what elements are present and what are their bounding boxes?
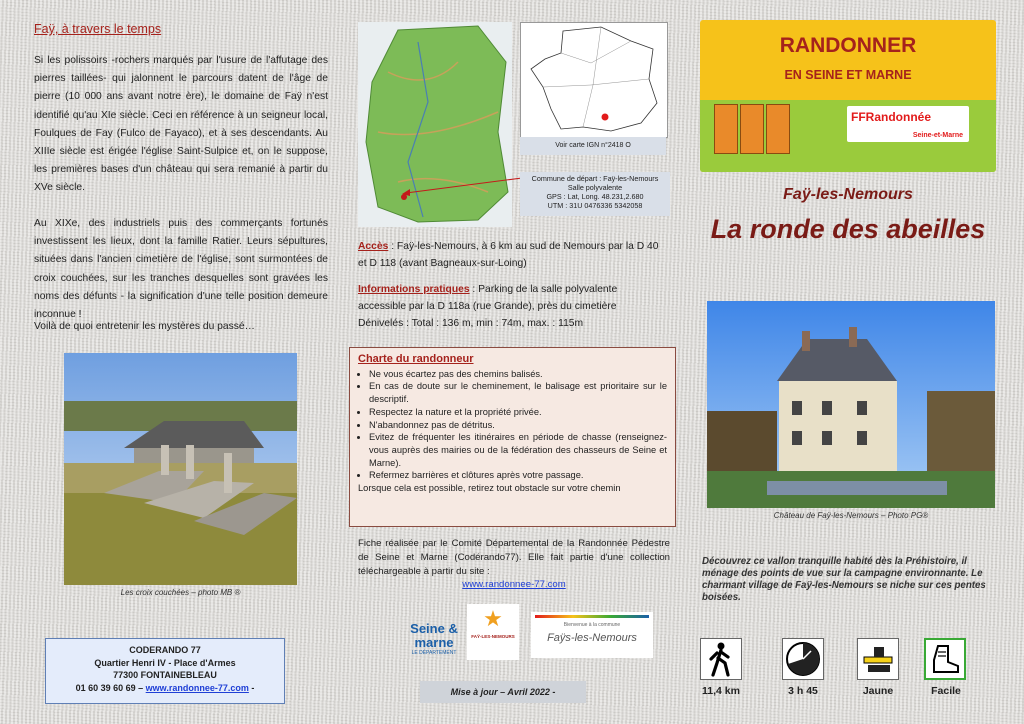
history-paragraph-1: Si les polissoirs -rochers marqués par l'usure de l'affutage des pierres taillées- qui jalonnent le parcours datent de l'âge de pierre (10 000 ans avant notre ère), le domaine de Faÿ n'est identifié qu'au XIe siècle. Ceci en référence à un seigneur local, Foulques de Fay (Fulco de Fayaco), et à ses descendants. Au XIIIe siècle est érigée l'église Saint-Sulpice et, on le suppose, les premières bases d'un château qui sera remanié à partir du XVe siècle. [34, 55, 328, 194]
elevation-text: Dénivelés : Total : 136 m, min : 74m, max. : 115m [358, 318, 584, 329]
coderando-suffix: - [251, 682, 255, 693]
coderando-name: CODERANDO 77 [129, 645, 201, 655]
hike-title: La ronde des abeilles [710, 214, 986, 244]
start-utm: UTM : 31U 0476336 5342058 [547, 201, 643, 210]
map-pointer-arrow [400, 175, 525, 197]
seine-logo-sub: LE DÉPARTEMENT [411, 650, 457, 656]
charter-item: • Respectez la nature et la propriété privée. [369, 406, 667, 419]
commune-logo-bar [535, 615, 649, 618]
coderando-contact-box [45, 638, 285, 704]
marking-value: Jaune [862, 685, 894, 697]
banner-green-band [700, 100, 996, 172]
hiker-charter-box [349, 347, 676, 527]
seine-logo-text: Seine & marne [410, 621, 458, 650]
charter-item: • Ne vous écartez pas des chemins balisés. [369, 368, 667, 381]
clock-icon [782, 638, 824, 680]
banner-title: RANDONNER [779, 34, 917, 57]
ign-map-reference: Voir carte IGN n°2418 O [520, 137, 666, 155]
credits-text [358, 537, 670, 592]
difficulty-value: Facile [931, 685, 961, 697]
coderando-contact-line [46, 682, 284, 695]
charter-item: • Refermez barrières et clôtures après votre passage. [369, 469, 667, 482]
access-label: Accès [358, 241, 389, 252]
marker-icon [857, 638, 899, 680]
ffrandonnee-logo [847, 106, 969, 142]
hike-description: Découvrez ce vallon tranquille habité dès la Préhistoire, il ménage des points de vue sur la campagne environnante. Le charmant village de Faÿ-les-Nemours se niche sur ces pentes boisées. [702, 556, 986, 603]
charter-item: • En cas de doute sur le cheminement, le balisage est prioritaire sur le descriptif. [369, 380, 667, 405]
place-name: Faÿ-les-Nemours [783, 186, 913, 203]
guide-booklet-1 [714, 104, 738, 154]
cemetery-caption: Les croix couchées – photo MB ® [120, 588, 241, 597]
history-heading: Faÿ, à travers le temps [34, 22, 162, 36]
commune-logo [531, 612, 653, 658]
commune-logo-text: Faÿs-les-Nemours [547, 632, 637, 644]
france-map [520, 22, 668, 138]
start-info-box [520, 172, 670, 216]
charter-title: Charte du randonneur [358, 353, 474, 365]
start-hall: Salle polyvalente [567, 183, 623, 192]
access-section [358, 238, 668, 332]
guide-booklet-3 [766, 104, 790, 154]
charter-item: • Evitez de fréquenter les itinéraires en période de chasse (renseignez-vous auprès des mairies ou de la fédération des chasseurs de Seine et Marne). [369, 431, 667, 469]
update-date: Mise à jour – Avril 2022 - [420, 681, 586, 703]
charter-item: • N'abandonnez pas de détritus. [369, 419, 667, 432]
history-paragraph-2: Au XIXe, des industriels puis des commerçants fortunés investissent les lieux, dont la famille Ratier. Leurs sépultures, situées dans l'ancien cimetière de l'église, sont surmontées de croix couchées, sur les tranches desquelles sont gravées les noms des défunts - la signification d'une telle position demeure inconnue ! [34, 218, 328, 321]
charter-list [358, 368, 667, 482]
ffr-logo-tagline: Seine-et-Marne [912, 132, 963, 139]
distance-value: 11,4 km [702, 685, 740, 697]
village-logo [467, 604, 519, 660]
history-paragraph-3: Voilà de quoi entretenir les mystères du passé… [34, 321, 255, 332]
cemetery-photo [64, 353, 297, 585]
ffr-logo-text: FFRandonnée [851, 110, 931, 124]
banner-subtitle: EN SEINE ET MARNE [784, 68, 912, 82]
credits-body: Fiche réalisée par le Comité Départemental de la Randonnée Pédestre de Seine et Marne (Codérando77). Elle fait partie d'une collection téléchargeable à partir du site : [358, 538, 670, 577]
start-gps: GPS : Lat, Long. 48.231,2.680 [546, 192, 644, 201]
duration-value: 3 h 45 [788, 685, 818, 697]
guide-booklet-2 [740, 104, 764, 154]
seine-et-marne-logo [404, 622, 464, 662]
hiker-icon [700, 638, 742, 680]
start-commune: Commune de départ : Faÿ-les-Nemours [531, 174, 659, 183]
boot-icon [924, 638, 966, 680]
star-icon: ★ [483, 606, 503, 631]
credits-website-link[interactable]: www.randonnee-77.com [462, 579, 566, 591]
coderando-website-link[interactable]: www.randonnee-77.com [145, 682, 249, 693]
practical-info-label: Informations pratiques [358, 284, 470, 295]
coderando-address-1: Quartier Henri IV - Place d'Armes [94, 657, 236, 668]
access-text: : Faÿ-les-Nemours, à 6 km au sud de Nemours par la D 40 et D 118 (avant Bagneaux-sur-Loing) [358, 241, 659, 269]
village-logo-text: FAŸ-LES-NEMOURS [471, 634, 515, 639]
practical-info-text: : Parking de la salle polyvalente accessible par la D 118a (rue Grande), près du cimetière [358, 284, 618, 312]
charter-footer: Lorsque cela est possible, retirez tout obstacle sur votre chemin [358, 483, 621, 494]
commune-logo-top: Bienvenue à la commune [563, 622, 621, 628]
coderando-phone: 01 60 39 60 69 – [75, 682, 144, 693]
coderando-address-2: 77300 FONTAINEBLEAU [113, 670, 217, 680]
randonner-banner [700, 20, 996, 172]
chateau-caption: Château de Faÿ-les-Nemours – Photo PG® [773, 511, 929, 520]
chateau-photo [707, 301, 995, 508]
